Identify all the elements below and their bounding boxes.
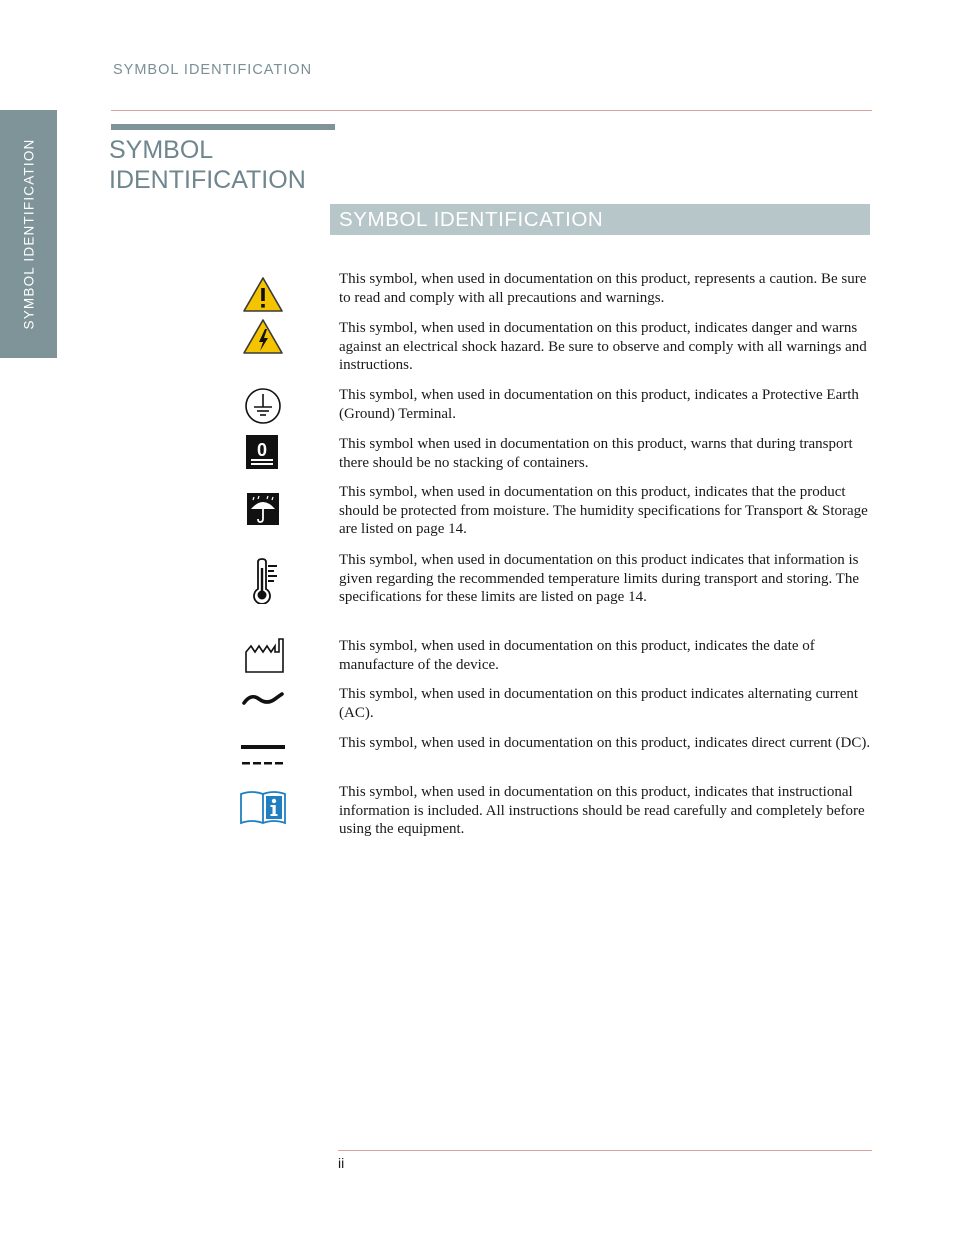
direct-current-icon (237, 744, 289, 768)
chapter-title: SYMBOL IDENTIFICATION (109, 136, 306, 194)
symbol-description: This symbol when used in documentation on this product, warns that during transport there should be no stacking of containers. (339, 436, 853, 471)
symbol-description: This symbol, when used in documentation on this product indicates alternating current (AC). (339, 686, 859, 721)
chapter-bar (111, 124, 335, 130)
symbol-description: This symbol, when used in documentation on this product, indicates the date of manufacture of the device. (339, 638, 815, 673)
electric-shock-hazard-icon (237, 318, 289, 356)
no-stacking-icon (237, 434, 289, 470)
keep-dry-umbrella-icon (237, 492, 289, 526)
symbol-description: This symbol, when used in documentation on this product, indicates direct current (DC). (339, 735, 871, 751)
section-heading: SYMBOL IDENTIFICATION (339, 208, 604, 231)
symbol-description: This symbol, when used in documentation on this product, represents a caution. Be sure to read and comply with all precautions and warnings. (339, 271, 867, 306)
running-head: SYMBOL IDENTIFICATION (113, 62, 313, 78)
caution-icon (237, 276, 289, 314)
no-stacking-count: 0 (256, 440, 268, 460)
symbol-description: This symbol, when used in documentation on this product, indicates danger and warns against an electrical shock hazard. Be sure to observe and comply with all warnings and instructions. (339, 320, 867, 374)
instructions-info-icon (237, 790, 289, 826)
symbol-description: This symbol, when used in documentation on this product, indicates that instructional information is included. All instructions should be read carefully and completely before using the equipment. (339, 784, 865, 838)
header-rule (111, 110, 872, 111)
page-number: ii (338, 1155, 345, 1171)
thermometer-icon (237, 558, 289, 604)
protective-earth-icon (237, 387, 289, 425)
symbol-description: This symbol, when used in documentation on this product indicates that information is given regarding the recommended temperature limits during transport and storing. The specifications for these limits are listed on page 14. (339, 552, 859, 606)
symbol-description: This symbol, when used in documentation on this product, indicates that the product should be protected from moisture. The humidity specifications for Transport & Storage are listed on page 14. (339, 484, 868, 538)
symbol-description: This symbol, when used in documentation on this product, indicates a Protective Earth (Ground) Terminal. (339, 387, 859, 422)
side-tab-label: SYMBOL IDENTIFICATION (21, 138, 36, 330)
date-of-manufacture-factory-icon (237, 638, 289, 674)
footer-rule (338, 1150, 872, 1151)
section-heading-band (330, 204, 870, 235)
side-tab (0, 110, 57, 358)
alternating-current-icon (237, 688, 289, 714)
